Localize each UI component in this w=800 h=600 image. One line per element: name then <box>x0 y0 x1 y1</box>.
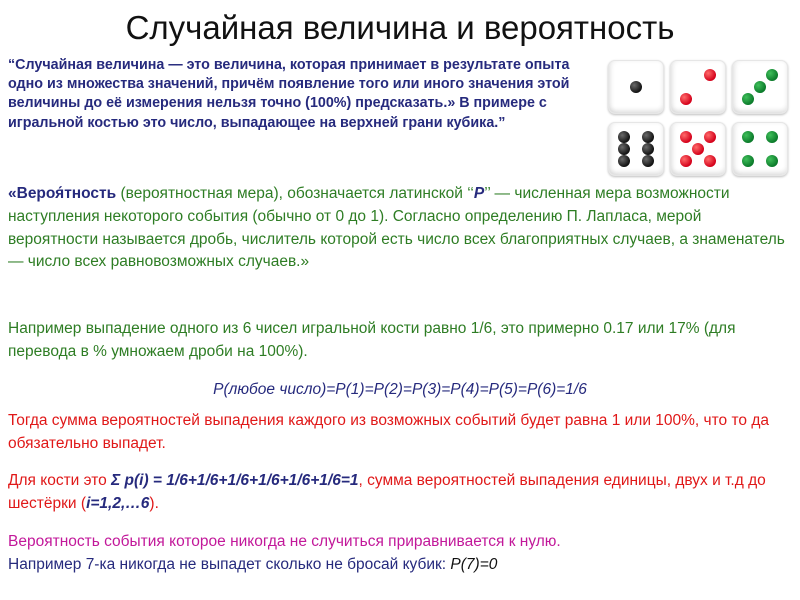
die-pip <box>618 143 630 155</box>
die-sum-formula: Σ p(i) = 1/6+1/6+1/6+1/6+1/6+1/6=1 <box>111 472 359 489</box>
impossible-formula: P(7)=0 <box>450 555 498 573</box>
die-face-6 <box>608 122 664 176</box>
die-pip <box>704 131 716 143</box>
probability-symbol: P <box>473 185 485 202</box>
sum-of-probabilities-paragraph: Тогда сумма вероятностей выпадения каждого из возможных событий будет равна 1 или 100%, что то да обязательно выпадет. <box>8 412 769 452</box>
die-pip <box>692 143 704 155</box>
definition-text-part2: ’’ — численная мера возможности наступления некоторого события (обычно от 0 до 1). Согласно определению П. Лапласа, мерой вероятности называется дробь, числитель которой есть число всех благоприятных случаев, а знаменатель — число всех равновозможных случаев.» <box>8 185 785 271</box>
probability-definition <box>8 183 793 274</box>
die-pip <box>680 131 692 143</box>
die-face-3 <box>732 60 788 114</box>
die-pip <box>618 155 630 167</box>
die-face-1 <box>608 60 664 114</box>
die-sum-index: i=1,2,…6 <box>86 494 150 512</box>
die-face-5 <box>670 122 726 176</box>
slide-title: Случайная величина и вероятность <box>125 9 675 46</box>
impossible-event-paragraph <box>8 531 793 577</box>
die-pip <box>742 131 754 143</box>
die-face-4 <box>732 122 788 176</box>
probability-term: «Вероя́тность <box>8 185 117 202</box>
equal-probability-formula: P(любое число)=P(1)=P(2)=P(3)=P(4)=P(5)=P(6)=1/6 <box>213 381 587 398</box>
die-pip <box>704 155 716 167</box>
die-pip <box>754 81 766 93</box>
die-pip <box>742 93 754 105</box>
die-pip <box>704 69 716 81</box>
die-pip <box>630 81 642 93</box>
die-face-2 <box>670 60 726 114</box>
die-pip <box>680 93 692 105</box>
die-pip <box>766 131 778 143</box>
impossible-line2-prefix: Например 7-ка никогда не выпадет сколько не бросай кубик: <box>8 555 451 573</box>
die-pip <box>642 131 654 143</box>
impossible-line2 <box>8 556 497 573</box>
die-pip <box>642 155 654 167</box>
die-pip <box>642 143 654 155</box>
die-sum-middle: , сумма вероятностей выпадения единицы, двух и т.д до шестёрки ( <box>8 472 766 512</box>
die-sum-prefix: Для кости это <box>8 472 112 489</box>
die-pip <box>618 131 630 143</box>
dice-illustration <box>608 60 792 176</box>
die-pip <box>766 155 778 167</box>
impossible-line1: Вероятность события которое никогда не случиться приравнивается к нулю. <box>8 533 561 550</box>
die-pip <box>680 155 692 167</box>
definition-text-part1: (вероятностная мера), обозначается латинской ‘‘ <box>116 185 474 202</box>
die-sum-paragraph <box>8 470 793 516</box>
die-example-paragraph: Например выпадение одного из 6 чисел игральной кости равно 1/6, это примерно 0.17 или 17% (для перевода в % умножаем дроби на 100%). <box>8 320 736 360</box>
die-pip <box>766 69 778 81</box>
die-sum-suffix: ). <box>149 494 159 512</box>
die-pip <box>742 155 754 167</box>
random-variable-quote: “Случайная величина — это величина, которая принимает в результате опыта одно из множества значений, причём появление того или иного значения этой величины до её измерения нельзя точно (100%) предсказать.» В примере с игральной костью это число, выпадающее на верхней грани кубика.” <box>8 57 570 131</box>
